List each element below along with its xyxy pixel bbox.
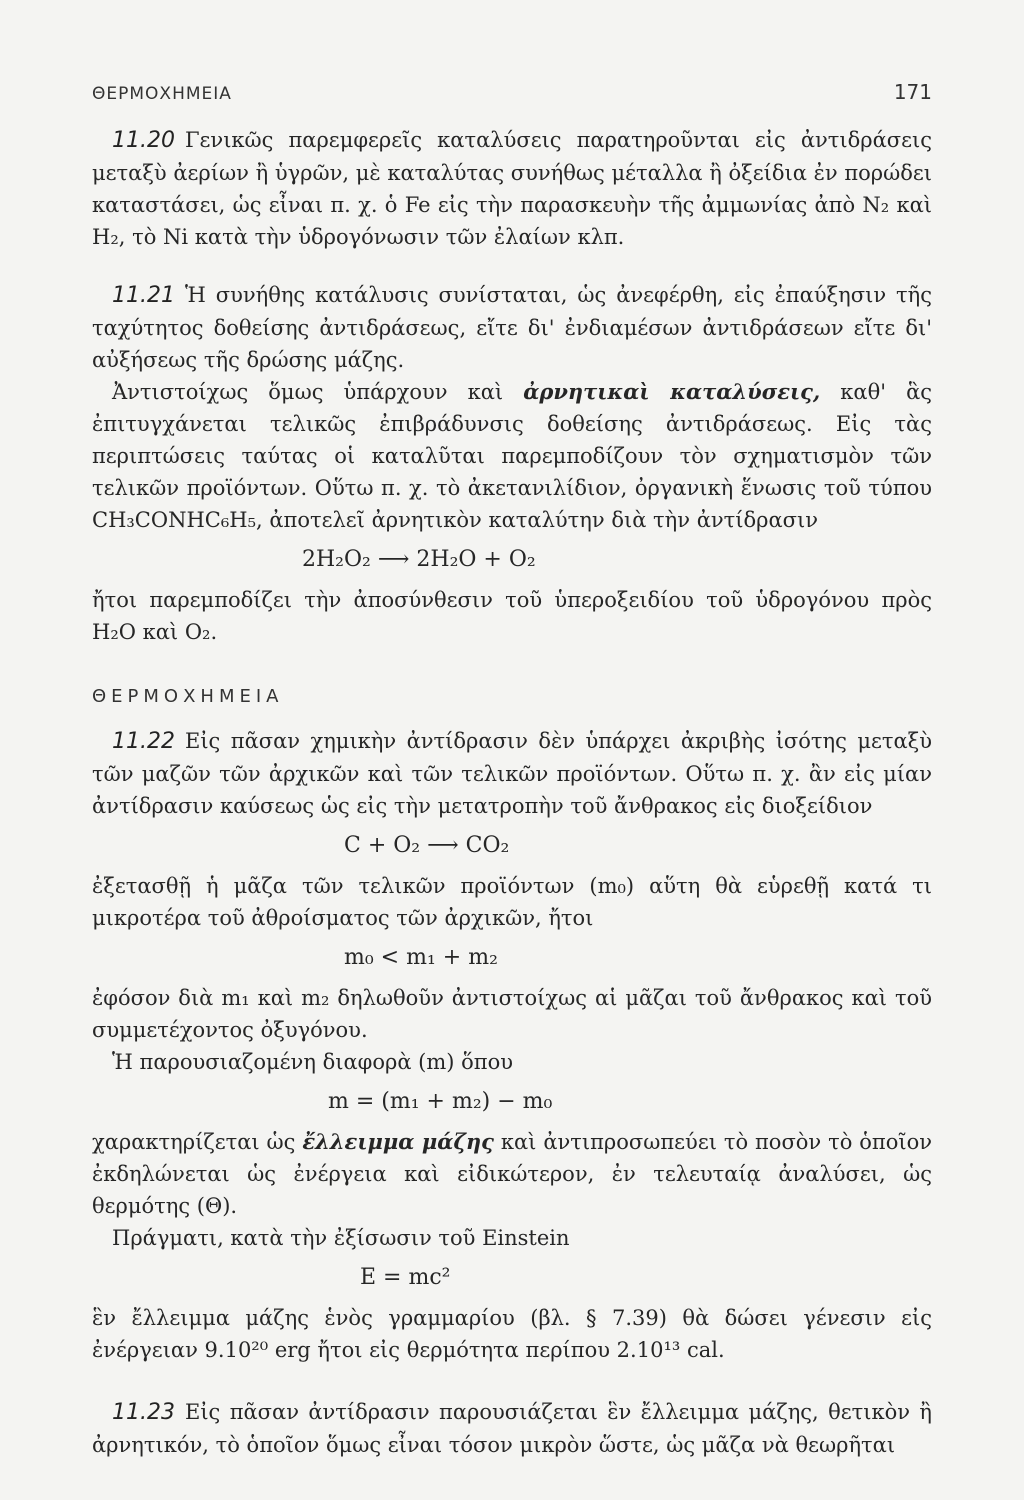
paragraph-mass-of-products: ἐξετασθῇ ἡ μᾶζα τῶν τελικῶν προϊόντων (m₀) αὕτη θὰ εὑρεθῇ κατά τι μικροτέρα τοῦ ἀθροίσματος τῶν ἀρχικῶν, ἤτοι [92, 874, 932, 930]
text-before: Ἀντιστοίχως ὅμως ὑπάρχουν καὶ [112, 380, 524, 404]
paragraph-mass-definitions: ἐφόσον διὰ m₁ καὶ m₂ δηλωθοῦν ἀντιστοίχως αἱ μᾶζαι τοῦ ἄνθρακος καὶ τοῦ συμμετέχοντος ὀξυγόνου. [92, 986, 932, 1042]
page-number: 171 [893, 80, 932, 104]
paragraph-number: 11.23 [112, 1400, 175, 1425]
paragraph-11-22 [92, 725, 932, 822]
paragraph-einstein: Πράγματι, κατὰ τὴν ἐξίσωσιν τοῦ Einstein [112, 1226, 570, 1250]
paragraph-text: Εἰς πᾶσαν ἀντίδρασιν παρουσιάζεται ἓν ἔλλειμμα μάζης, θετικὸν ἢ ἀρνητικόν, τὸ ὁποῖον ὅμως εἶναι τόσον μικρὸν ὥστε, ὡς μᾶζα νὰ θεωρῆται [92, 1400, 932, 1457]
paragraph-mass-defect-definition [92, 1126, 932, 1222]
paragraph-text: Γενικῶς παρεμφερεῖς καταλύσεις παρατηροῦνται εἰς ἀντιδράσεις μεταξὺ ἀερίων ἢ ὑγρῶν, μὲ καταλύτας συνήθως μέταλλα ἢ ὀξείδια ἐν πορώδει καταστάσει, ὡς εἶναι π. χ. ὁ Fe εἰς τὴν παρασκευὴν τῆς ἀμμωνίας ἀπὸ N₂ καὶ H₂, τὸ Ni κατὰ τὴν ὑδρογόνωσιν τῶν ἐλαίων κλπ. [92, 128, 932, 249]
equation-einstein: E = mc² [360, 1265, 451, 1290]
text-before: χαρακτηρίζεται ὡς [92, 1130, 303, 1154]
paragraph-number: 11.22 [112, 729, 175, 754]
emphasis-negative-catalysis: ἀρνητικαὶ καταλύσεις, [523, 379, 821, 404]
paragraph-text: Εἰς πᾶσαν χημικὴν ἀντίδρασιν δὲν ὑπάρχει ἀκριβὴς ἰσότης μεταξὺ τῶν μαζῶν τῶν ἀρχικῶν καὶ τῶν τελικῶν προϊόντων. Οὕτω π. χ. ἂν εἰς μίαν ἀντίδρασιν καύσεως ὡς εἰς τὴν μετατροπὴν τοῦ ἄνθρακος εἰς διοξείδιον [92, 729, 932, 818]
paragraph-text: Ἡ συνήθης κατάλυσις συνίσταται, ὡς ἀνεφέρθη, εἰς ἐπαύξησιν τῆς ταχύτητος δοθείσης ἀντιδράσεως, εἴτε δι' ἐνδιαμέσων ἀντιδράσεων εἴτε δι' αὐξήσεως τῆς δρώσης μάζης. [92, 283, 932, 372]
equation-carbon-combustion: C + O₂ ⟶ CO₂ [344, 833, 510, 858]
paragraph-11-20 [92, 124, 932, 253]
text-after: καὶ ἀντιπροσωπεύει τὸ ποσὸν τὸ ὁποῖον ἐκδηλώνεται ὡς ἐνέργεια καὶ εἰδικώτερον, ἐν τελευταίᾳ ἀναλύσει, ὡς θερμότης (Θ). [92, 1130, 932, 1218]
paragraph-energy-of-gram: ἓν ἔλλειμμα μάζης ἑνὸς γραμμαρίου (βλ. § 7.39) θὰ δώσει γένεσιν εἰς ἐνέργειαν 9.10²⁰ erg ἤτοι εἰς θερμότητα περίπου 2.10¹³ cal. [92, 1306, 932, 1362]
paragraph-peroxide-inhibition: ἤτοι παρεμποδίζει τὴν ἀποσύνθεσιν τοῦ ὑπεροξειδίου τοῦ ὑδρογόνου πρὸς H₂O καὶ O₂. [92, 588, 932, 644]
paragraph-difference: Ἡ παρουσιαζομένη διαφορὰ (m) ὅπου [112, 1050, 514, 1074]
equation-mass-defect: m = (m₁ + m₂) − m₀ [328, 1089, 553, 1114]
paragraph-number: 11.20 [112, 128, 175, 153]
section-heading: ΘΕΡΜΟΧΗΜΕΙΑ [92, 686, 284, 707]
paragraph-11-23 [92, 1396, 932, 1461]
text-after: καθ' ἃς ἐπιτυγχάνεται τελικῶς ἐπιβράδυνσις δοθείσης ἀντιδράσεως. Εἰς τὰς περιπτώσεις ταύτας οἱ καταλῦται παρεμποδίζουν τὸν σχηματισμὸν τῶν τελικῶν προϊόντων. Οὕτω π. χ. τὸ ἀκετανιλίδιον, ὀργανικὴ ἕνωσις τοῦ τύπου CH₃CONHC₆H₅, ἀποτελεῖ ἀρνητικὸν καταλύτην διὰ τὴν ἀντίδρασιν [92, 380, 933, 532]
paragraph-11-21 [92, 279, 932, 376]
equation-mass-inequality: m₀ < m₁ + m₂ [344, 945, 498, 970]
paragraph-number: 11.21 [112, 283, 175, 308]
header-title: ΘΕΡΜΟΧΗΜΕΙΑ [92, 84, 232, 104]
paragraph-negative-catalysis [92, 376, 932, 536]
emphasis-mass-defect: ἔλλειμμα μάζης [302, 1129, 494, 1154]
running-header [92, 80, 932, 104]
equation-peroxide-decomposition: 2H₂O₂ ⟶ 2H₂O + O₂ [302, 547, 536, 572]
